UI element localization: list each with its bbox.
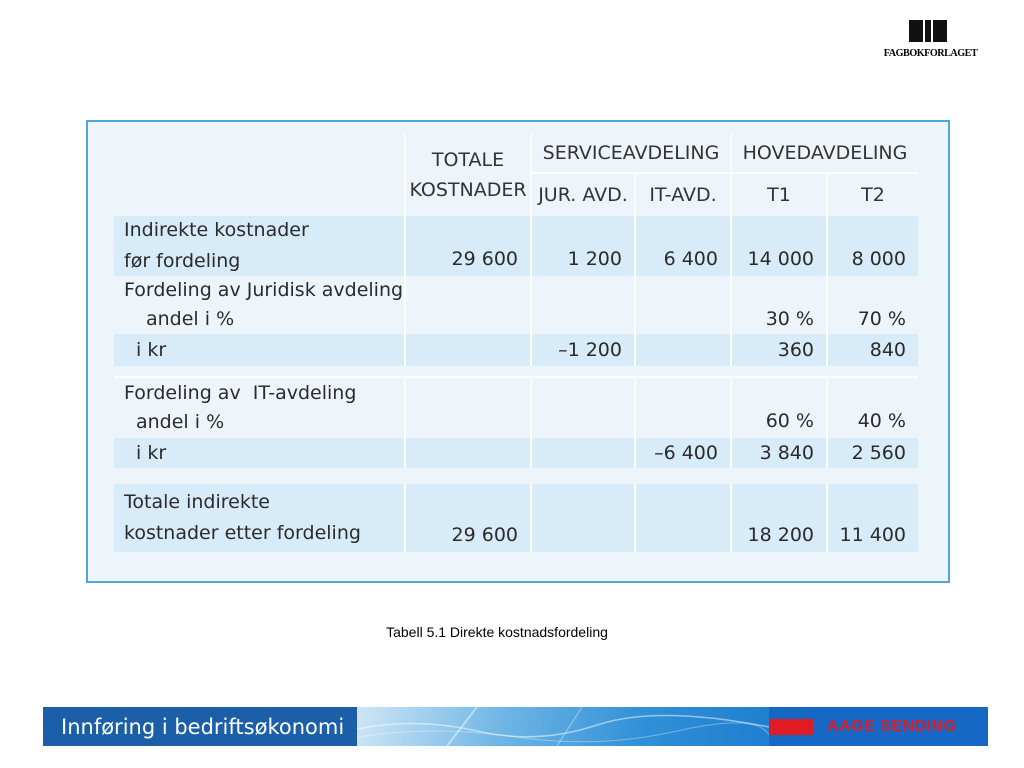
table-row — [114, 376, 918, 438]
table-header-row-1 — [114, 134, 918, 174]
header-t2: T2 — [826, 174, 918, 216]
row-gap — [114, 468, 918, 484]
author-name: AAGE SENDING — [827, 717, 957, 735]
header-serviceavdeling: SERVICEAVDELING — [530, 134, 730, 174]
cell-t2: 70 % — [826, 276, 918, 334]
header-jur-avd: JUR. AVD. — [530, 174, 634, 216]
row-label-line1: Fordeling av Juridisk avdeling — [124, 279, 404, 301]
cost-distribution-table — [114, 134, 918, 552]
row-label-line2: andel i % — [136, 411, 225, 433]
cell-t2: 11 400 — [826, 484, 918, 552]
row-label-line1: Fordeling av IT-avdeling — [124, 382, 357, 404]
header-it-avd: IT-AVD. — [634, 174, 730, 216]
table-row — [114, 276, 918, 334]
red-bar-icon — [769, 719, 813, 735]
header-hovedavdeling: HOVEDAVDELING — [730, 134, 918, 174]
header-totale-line2: KOSTNADER — [409, 179, 527, 201]
header-totale-line1: TOTALE — [431, 149, 505, 171]
row-label-line2: andel i % — [146, 308, 235, 330]
cell-it: –6 400 — [634, 438, 730, 468]
row-label — [114, 276, 404, 334]
cell-totale: 29 600 — [404, 484, 530, 552]
cell-t1: 14 000 — [730, 216, 826, 276]
cell-t1: 18 200 — [730, 484, 826, 552]
footer-banner — [43, 707, 988, 746]
book-logo-icon — [880, 20, 975, 42]
cell-jur: 1 200 — [530, 216, 634, 276]
row-label — [114, 484, 404, 552]
row-label-line2: før fordeling — [124, 250, 241, 272]
cell-t1: 360 — [730, 334, 826, 366]
table-row — [114, 334, 918, 366]
row-label: i kr — [114, 334, 404, 366]
table-row — [114, 216, 918, 276]
row-label-line2: kostnader etter fordeling — [124, 522, 361, 544]
cell-jur: –1 200 — [530, 334, 634, 366]
cell-totale: 29 600 — [404, 216, 530, 276]
row-label — [114, 376, 404, 438]
cell-t1: 30 % — [730, 276, 826, 334]
banner-decoration — [357, 707, 769, 746]
publisher-logo — [880, 20, 978, 59]
book-title: Innføring i bedriftsøkonomi — [43, 707, 357, 746]
cell-it: 6 400 — [634, 216, 730, 276]
table-caption: Tabell 5.1 Direkte kostnadsfordeling — [386, 624, 608, 640]
row-label-line1: Indirekte kostnader — [124, 219, 309, 241]
row-gap — [114, 366, 918, 376]
cell-t2: 40 % — [826, 376, 918, 438]
cell-t2: 8 000 — [826, 216, 918, 276]
header-totale-kostnader — [404, 134, 530, 216]
cell-t1: 3 840 — [730, 438, 826, 468]
wave-lines-icon — [357, 707, 769, 746]
author-area — [769, 707, 988, 746]
row-label-line1: Totale indirekte — [124, 491, 270, 513]
publisher-name: FAGBOKFORLAGET — [883, 47, 978, 59]
table-row — [114, 484, 918, 552]
cell-t1: 60 % — [730, 376, 826, 438]
cell-t2: 2 560 — [826, 438, 918, 468]
cell-t2: 840 — [826, 334, 918, 366]
header-t1: T1 — [730, 174, 826, 216]
table-row — [114, 438, 918, 468]
row-label — [114, 216, 404, 276]
row-label: i kr — [114, 438, 404, 468]
